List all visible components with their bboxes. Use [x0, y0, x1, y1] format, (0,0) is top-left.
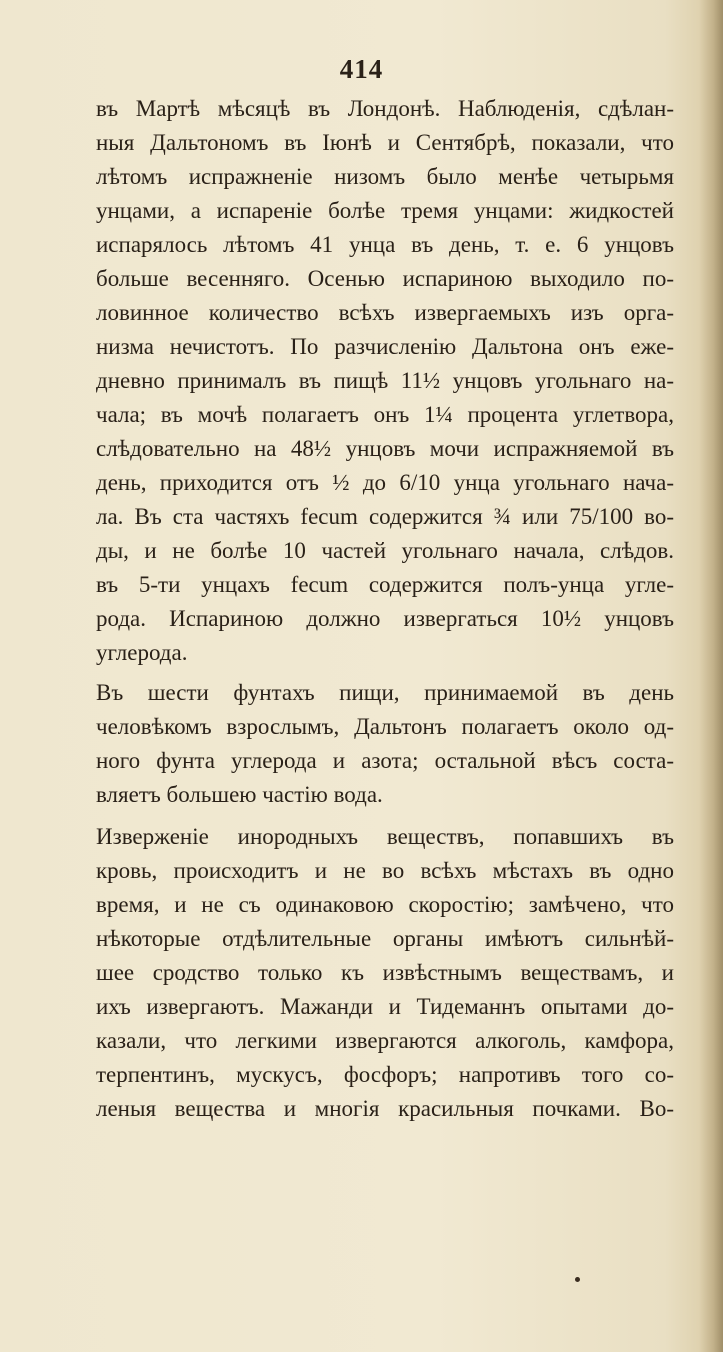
text-line: Въ шести фунтахъ пищи, принимаемой въ день	[96, 680, 674, 705]
text-line: время, и не съ одинаковою скоростію; замѣчено, что	[96, 892, 674, 917]
text-line: день, приходится отъ ½ до 6/10 унца угольнаго нача-	[96, 470, 674, 495]
text-line: Изверженіе инородныхъ веществъ, попавшихъ въ	[96, 824, 674, 849]
page-edge-shadow	[699, 0, 723, 1352]
text-line: лѣтомъ испражненіе низомъ было менѣе четырьмя	[96, 164, 674, 189]
paragraph-1	[96, 92, 674, 670]
text-line: леныя вещества и многія красильныя почками. Во-	[96, 1096, 674, 1121]
text-line: ловинное количество всѣхъ извергаемыхъ изъ орга-	[96, 300, 674, 325]
text-line: ныя Дальтономъ въ Іюнѣ и Сентябрѣ, показали, что	[96, 130, 674, 155]
text-line: въ Мартѣ мѣсяцѣ въ Лондонѣ. Наблюденія, сдѣлан-	[96, 96, 674, 121]
paragraph-2	[96, 676, 674, 812]
text-line: ихъ извергаютъ. Мажанди и Тидеманнъ опытами до-	[96, 994, 674, 1019]
paragraph-3	[96, 820, 674, 1126]
text-line: слѣдовательно на 48½ унцовъ мочи испражняемой въ	[96, 436, 674, 461]
text-line: шее сродство только къ извѣстнымъ веществамъ, и	[96, 960, 674, 985]
text-line: нѣкоторые отдѣлительные органы имѣютъ сильнѣй-	[96, 926, 674, 951]
page-number: 414	[339, 54, 384, 84]
text-line: дневно принималъ въ пищѣ 11½ унцовъ угольнаго на-	[96, 368, 674, 393]
text-line: кровь, происходитъ и не во всѣхъ мѣстахъ въ одно	[96, 858, 674, 883]
text-line: унцами, а испареніе болѣе тремя унцами: жидкостей	[96, 198, 674, 223]
text-line: вляетъ большею частію вода.	[96, 782, 383, 807]
text-line: рода. Испариною должно извергаться 10½ унцовъ	[96, 606, 674, 631]
text-line: низма нечистотъ. По разчисленію Дальтона онъ еже-	[96, 334, 674, 359]
text-line: ла. Въ ста частяхъ fecum содержится ¾ или 75/100 во-	[96, 504, 674, 529]
text-line: испарялось лѣтомъ 41 унца въ день, т. е. 6 унцовъ	[96, 232, 674, 257]
text-line: чала; въ мочѣ полагаетъ онъ 1¼ процента углетвора,	[96, 402, 674, 427]
text-line: больше весенняго. Осенью испариною выходило по-	[96, 266, 674, 291]
text-line: человѣкомъ взрослымъ, Дальтонъ полагаетъ около од-	[96, 714, 674, 739]
text-line: казали, что легкими извергаются алкоголь, камфора,	[96, 1028, 674, 1053]
text-line: углерода.	[96, 640, 188, 665]
text-line: въ 5-ти унцахъ fecum содержится полъ-унца угле-	[96, 572, 674, 597]
text-line: ного фунта углерода и азота; остальной вѣсъ соста-	[96, 748, 674, 773]
text-line: терпентинъ, мускусъ, фосфоръ; напротивъ того со-	[96, 1062, 674, 1087]
ink-speck	[575, 1277, 580, 1282]
text-line: ды, и не болѣе 10 частей угольнаго начала, слѣдов.	[96, 538, 674, 563]
